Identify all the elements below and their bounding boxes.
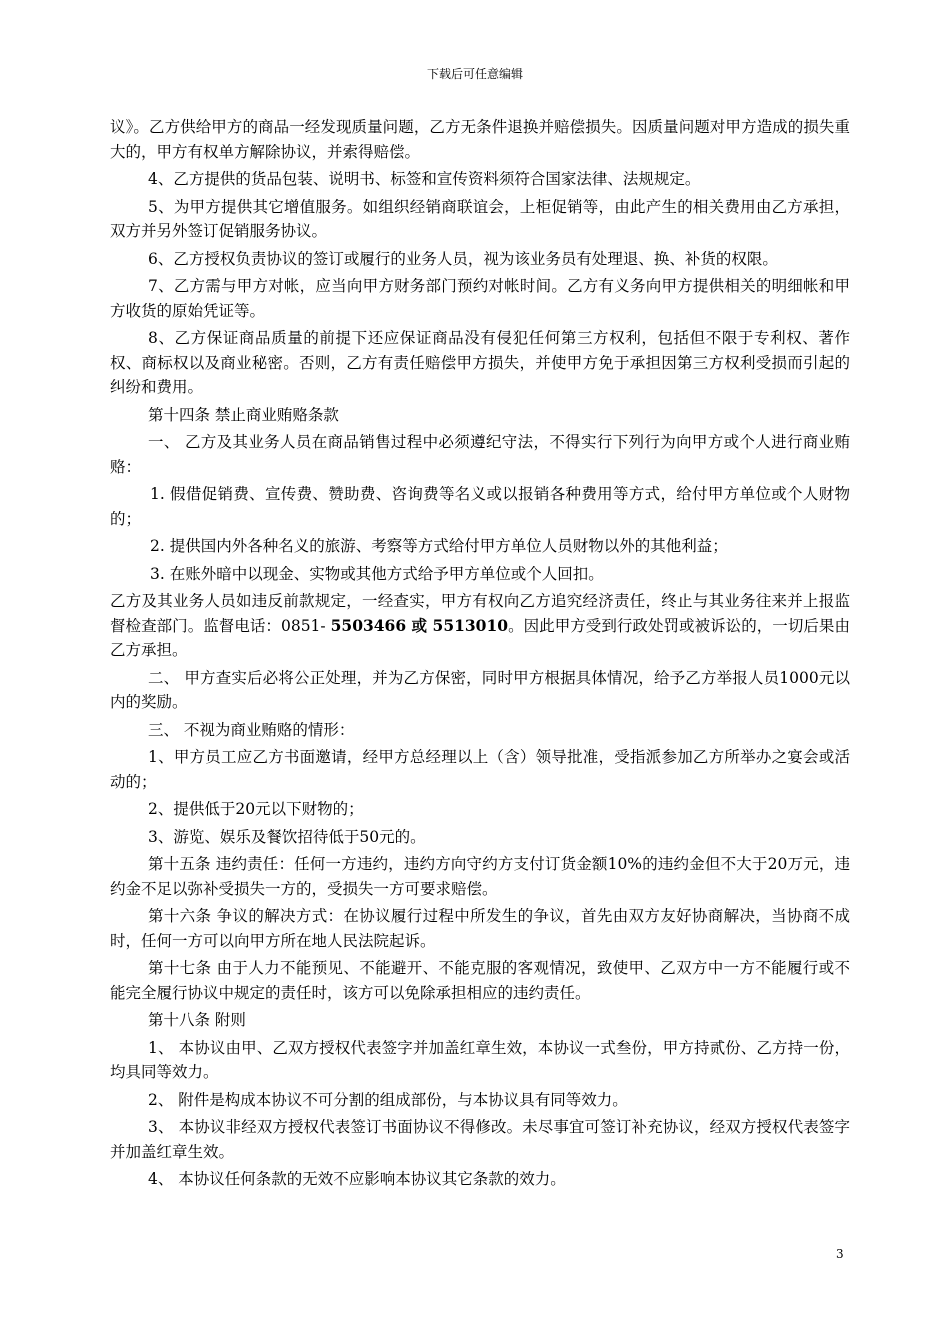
- list-item: 2、提供低于20元以下财物的；: [148, 800, 364, 818]
- section-heading: 第十四条 禁止商业贿赂条款: [148, 405, 339, 424]
- page-number: 3: [836, 1247, 844, 1261]
- paragraph: 7、乙方需与甲方对帐，应当向甲方财务部门预约对帐时间。乙方有义务向甲方提供相关的明细帐和甲方收货的原始凭证等。: [110, 277, 850, 320]
- paragraph: 一、 乙方及其业务人员在商品销售过程中必须遵纪守法，不得实行下列行为向甲方或个人进行商业贿赂：: [110, 433, 850, 476]
- supervision-phones: 5503466 或 5513010: [330, 615, 509, 635]
- list-item: 3、 本协议非经双方授权代表签订书面协议不得修改。未尽事宜可签订补充协议，经双方授权代表签字并加盖红章生效。: [110, 1118, 850, 1161]
- list-item: 1. 假借促销费、宣传费、赞助费、咨询费等名义或以报销各种费用等方式，给付甲方单位或个人财物的；: [110, 485, 850, 528]
- paragraph: 4、乙方提供的货品包装、说明书、标签和宣传资料须符合国家法律、法规规定。: [148, 170, 701, 188]
- supervision-text-end: 。因此甲方受到行政处罚或被诉讼的，一切后果由乙方承担。: [110, 616, 850, 659]
- page-header: 下载后可任意编辑: [426, 67, 523, 81]
- list-item: 3. 在账外暗中以现金、实物或其他方式给予甲方单位或个人回扣。: [150, 564, 604, 583]
- article-17: 第十七条 由于人力不能预见、不能避开、不能克服的客观情况，致使甲、乙双方中一方不能履行或不能完全履行协议中规定的责任时，该方可以免除承担相应的违约责任。: [110, 959, 850, 1002]
- paragraph: 三、 不视为商业贿赂的情形：: [148, 720, 355, 739]
- list-item: 1、甲方员工应乙方书面邀请，经甲方总经理以上（含）领导批准，受指派参加乙方所举办之宴会或活动的；: [110, 748, 850, 791]
- list-item: 1、 本协议由甲、乙双方授权代表签字并加盖红章生效，本协议一式叁份，甲方持贰份、乙方持一份，均具同等效力。: [110, 1038, 850, 1081]
- supervision-paragraph: [110, 589, 850, 663]
- document-body: [110, 115, 850, 1195]
- list-item: 2、 附件是构成本协议不可分割的组成部份，与本协议具有同等效力。: [148, 1090, 628, 1109]
- list-item: 2. 提供国内外各种名义的旅游、考察等方式给付甲方单位人员财物以外的其他利益；: [150, 537, 728, 555]
- article-16: 第十六条 争议的解决方式：在协议履行过程中所发生的争议，首先由双方友好协商解决，当协商不成时，任何一方可以向甲方所在地人民法院起诉。: [110, 907, 850, 950]
- list-item: 3、游览、娱乐及餐饮招待低于50元的。: [148, 827, 426, 846]
- paragraph: 8、乙方保证商品质量的前提下还应保证商品没有侵犯任何第三方权利，包括但不限于专利权、著作权、商标权以及商业秘密。否则，乙方有责任赔偿甲方损失，并使甲方免于承担因第三方权利受损而引起的纠纷和费用。: [110, 329, 850, 396]
- paragraph: 二、 甲方查实后必将公正处理，并为乙方保密，同时甲方根据具体情况，给予乙方举报人员1000元以内的奖励。: [110, 668, 850, 711]
- paragraph: 议》。乙方供给甲方的商品一经发现质量问题，乙方无条件退换并赔偿损失。因质量问题对甲方造成的损失重大的，甲方有权单方解除协议，并索得赔偿。: [110, 118, 850, 161]
- supervision-text: 乙方及其业务人员如违反前款规定，一经查实，甲方有权向乙方追究经济责任，终止与其业务往来并上报监督检查部门。监督电话：0851-: [110, 592, 850, 635]
- article-15: 第十五条 违约责任：任何一方违约，违约方向守约方支付订货金额10%的违约金但不大于20万元，违约金不足以弥补受损失一方的，受损失一方可要求赔偿。: [110, 855, 850, 898]
- paragraph: 5、为甲方提供其它增值服务。如组织经销商联谊会，上柜促销等，由此产生的相关费用由乙方承担，双方并另外签订促销服务协议。: [110, 197, 850, 240]
- article-18-heading: 第十八条 附则: [148, 1011, 246, 1029]
- list-item: 4、 本协议任何条款的无效不应影响本协议其它条款的效力。: [148, 1170, 566, 1188]
- paragraph: 6、乙方授权负责协议的签订或履行的业务人员，视为该业务员有处理退、换、补货的权限。: [148, 249, 778, 268]
